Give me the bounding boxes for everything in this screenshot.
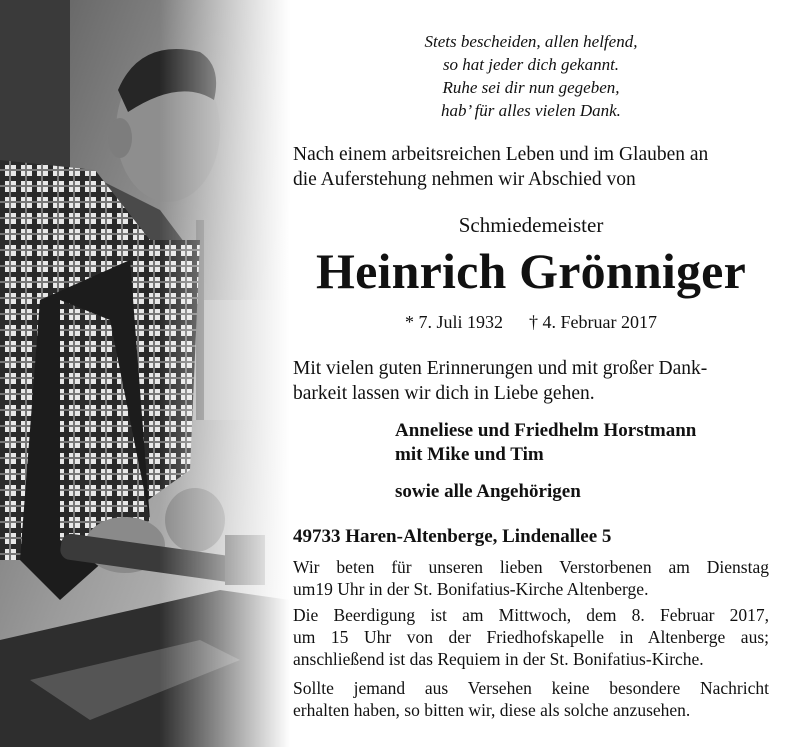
poem-line: hab’ für alles vielen Dank. <box>441 101 621 120</box>
death-date: † 4. Februar 2017 <box>529 312 657 332</box>
poem-line: so hat jeder dich gekannt. <box>442 55 620 74</box>
notice-line: Wir beten für unseren lieben Verstorbenen am Dienstag <box>293 557 769 577</box>
poem-line: Ruhe sei dir nun gegeben, <box>442 78 620 97</box>
memory-text <box>293 356 769 406</box>
life-dates <box>293 310 769 334</box>
mourner-line: mit Mike und Tim <box>395 444 544 465</box>
memory-line: barkeit lassen wir dich in Liebe gehen. <box>293 383 595 404</box>
notice-line: Die Beerdigung ist am Mittwoch, dem 8. Februar 2017, <box>293 605 769 625</box>
prayer-notice <box>293 556 769 600</box>
notice-line: anschließend ist das Requiem in der St. Bonifatius-Kirche. <box>293 649 704 669</box>
mourners-list <box>395 419 769 504</box>
deceased-name: Heinrich Grönniger <box>316 243 746 299</box>
mourner-line: Anneliese und Friedhelm Horstmann <box>395 420 697 441</box>
intro-line: die Auferstehung nehmen wir Abschied von <box>293 169 636 190</box>
poem-line: Stets bescheiden, allen helfend, <box>424 32 638 51</box>
memory-line: Mit vielen guten Erinnerungen und mit großer Dank- <box>293 358 708 379</box>
notification-notice <box>293 677 769 721</box>
portrait-photo <box>0 0 290 747</box>
intro-text <box>293 142 769 192</box>
memorial-poem <box>293 30 769 122</box>
notice-line: um19 Uhr in der St. Bonifatius-Kirche Altenberge. <box>293 579 649 599</box>
intro-line: Nach einem arbeitsreichen Leben und im Glauben an <box>293 144 709 165</box>
notice-line: um 15 Uhr von der Friedhofskapelle in Altenberge aus; <box>293 627 769 647</box>
notice-line: Sollte jemand aus Versehen keine besondere Nachricht <box>293 678 769 698</box>
funeral-notice <box>293 604 769 670</box>
birth-date: * 7. Juli 1932 <box>405 312 504 332</box>
family-address: 49733 Haren-Altenberge, Lindenallee 5 <box>293 526 612 547</box>
obituary-text <box>293 0 769 747</box>
mourner-line: sowie alle Angehörigen <box>395 481 581 502</box>
occupation-title: Schmiedemeister <box>458 213 604 237</box>
notice-line: erhalten haben, so bitten wir, diese als solche anzusehen. <box>293 700 691 720</box>
